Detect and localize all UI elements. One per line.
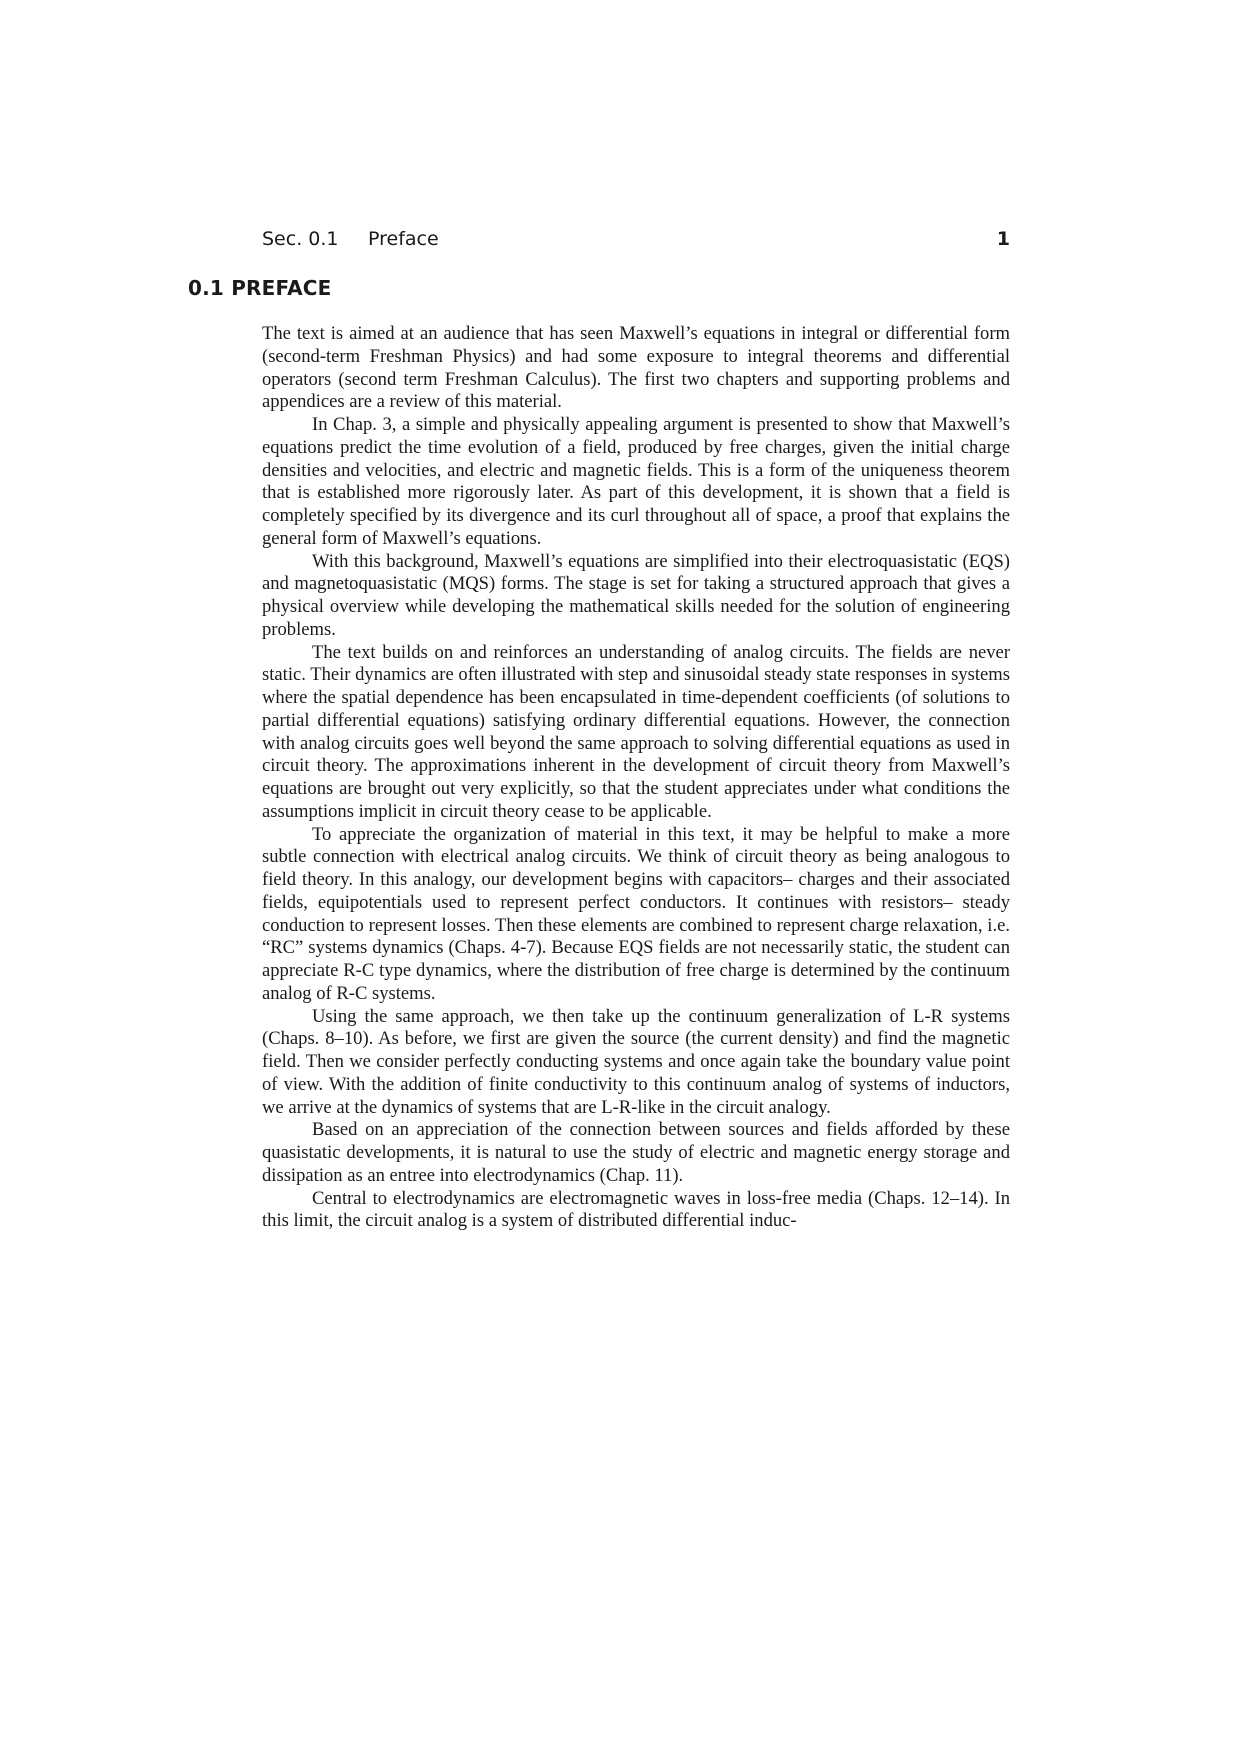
paragraph-1: The text is aimed at an audience that has seen Maxwell’s equations in integral or differential form (second-term Freshman Physics) and had some exposure to integral theorems and differential operators (second term Freshman Calculus). The first two chapters and supporting problems and appendices are a review of this material. — [262, 323, 1010, 413]
page-number: 1 — [996, 228, 1010, 250]
running-head-section-title: Preface — [368, 228, 439, 250]
paragraph-6: Using the same approach, we then take up the continuum generalization of L-R systems (Chaps. 8–10). As before, we first are given the source (the current density) and find the magnetic field. Then we consider perfectly conducting systems and once again take the boundary value point of view. With the addition of finite conductivity to this continuum analog of systems of inductors, we arrive at the dynamics of systems that are L-R-like in the circuit analogy. — [262, 1005, 1010, 1118]
paragraph-3: With this background, Maxwell’s equations are simplified into their electroquasistatic (EQS) and magnetoquasistatic (MQS) forms. The stage is set for taking a structured approach that gives a physical overview while developing the mathematical skills needed for the solution of engineering problems. — [262, 550, 1010, 640]
running-head — [262, 226, 1010, 252]
body-text — [262, 323, 1010, 1233]
paragraph-2: In Chap. 3, a simple and physically appealing argument is presented to show that Maxwell’s equations predict the time evolution of a field, produced by free charges, given the initial charge densities and velocities, and electric and magnetic fields. This is a form of the uniqueness theorem that is established more rigorously later. As part of this development, it is shown that a field is completely specified by its divergence and its curl throughout all of space, a proof that explains the general form of Maxwell’s equations. — [262, 414, 1010, 549]
running-head-section-number: Sec. 0.1 — [262, 228, 339, 250]
paragraph-7: Based on an appreciation of the connection between sources and fields afforded by these quasistatic developments, it is natural to use the study of electric and magnetic energy storage and dissipation as an entree into electrodynamics (Chap. 11). — [262, 1119, 1010, 1186]
paragraph-5: To appreciate the organization of material in this text, it may be helpful to make a more subtle connection with electrical analog circuits. We think of circuit theory as being analogous to field theory. In this analogy, our development begins with capacitors– charges and their associated fields, equipotentials used to represent perfect conductors. It continues with resistors– steady conduction to represent losses. Then these elements are combined to represent charge relaxation, i.e. “RC” systems dynamics (Chaps. 4-7). Because EQS fields are not necessarily static, the student can appreciate R-C type dynamics, where the distribution of free charge is determined by the continuum analog of R-C systems. — [262, 823, 1010, 1004]
section-heading: 0.1 PREFACE — [188, 276, 332, 300]
paragraph-4: The text builds on and reinforces an understanding of analog circuits. The fields are never static. Their dynamics are often illustrated with step and sinusoidal steady state responses in systems where the spatial dependence has been encapsulated in time-dependent coefficients (of solutions to partial differential equations) satisfying ordinary differential equations. However, the connection with analog circuits goes well beyond the same approach to solving differential equations as used in circuit theory. The approximations inherent in the development of circuit theory from Maxwell’s equations are brought out very explicitly, so that the student appreciates under what conditions the assumptions implicit in circuit theory cease to be applicable. — [262, 641, 1010, 822]
paragraph-8: Central to electrodynamics are electromagnetic waves in loss-free media (Chaps. 12–14). In this limit, the circuit analog is a system of distributed differential induc- — [262, 1187, 1010, 1232]
